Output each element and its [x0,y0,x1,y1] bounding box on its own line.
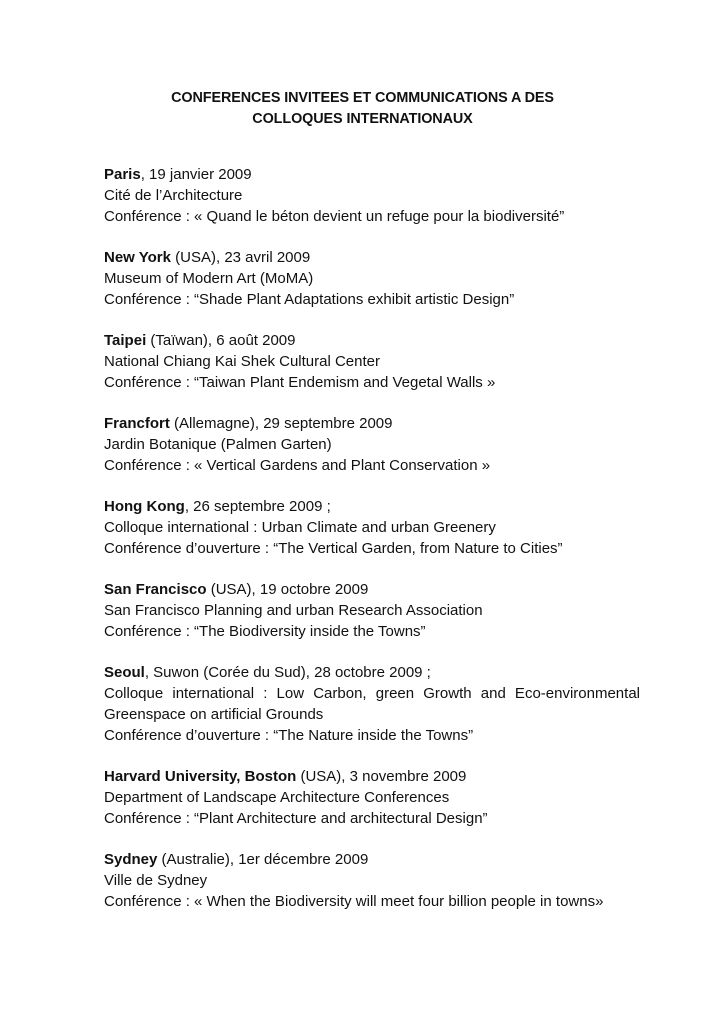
entry-venue: Jardin Botanique (Palmen Garten) [104,436,332,453]
entry-date: (USA), 23 avril 2009 [170,249,311,266]
entry-heading [104,662,640,683]
entry-heading [104,766,640,787]
entry-heading [104,579,640,600]
conference-entry-taipei [104,330,640,393]
entry-heading [104,413,640,434]
entry-date: , Suwon (Corée du Sud), 28 octobre 2009 ; [144,664,431,681]
entry-venue: Ville de Sydney [104,872,208,889]
entry-date: (USA), 19 octobre 2009 [206,581,369,598]
entry-date: (Taïwan), 6 août 2009 [146,332,296,349]
conference-entry-harvard-boston [104,766,640,829]
entry-venue: National Chiang Kai Shek Cultural Center [104,353,380,370]
entry-date: (Allemagne), 29 septembre 2009 [169,415,393,432]
entry-heading [104,849,640,870]
entry-city: Harvard University, Boston [104,768,297,785]
entry-talk: Conférence : “Shade Plant Adaptations exhibit artistic Design” [104,291,515,308]
entry-talk: Conférence d’ouverture : “The Vertical Garden, from Nature to Cities” [104,540,563,557]
page-title-line-1: CONFERENCES INVITEES ET COMMUNICATIONS A DES [171,90,554,106]
conference-entry-new-york [104,247,640,310]
entry-date: (USA), 3 novembre 2009 [296,768,467,785]
entry-heading [104,496,640,517]
entry-venue-line-1: Colloque international : Low Carbon, green Growth and Eco-environmental [104,685,640,702]
conference-entry-san-francisco [104,579,640,642]
entry-talk: Conférence : “The Biodiversity inside the Towns” [104,623,426,640]
conference-entry-sydney [104,849,640,912]
conference-entry-hong-kong [104,496,640,559]
entry-city: Taipei [104,332,147,349]
entry-date: , 19 janvier 2009 [140,166,252,183]
entry-venue: Museum of Modern Art (MoMA) [104,270,314,287]
entry-heading [104,330,640,351]
entry-venue: Cité de l’Architecture [104,187,243,204]
entry-city: Seoul [104,664,145,681]
entry-talk: Conférence : “Plant Architecture and architectural Design” [104,810,488,827]
entry-talk: Conférence : « Quand le béton devient un refuge pour la biodiversité” [104,208,565,225]
entry-date: (Australie), 1er décembre 2009 [157,851,369,868]
page-title [0,88,725,130]
entry-city: Hong Kong [104,498,185,515]
entry-talk: Conférence d’ouverture : “The Nature inside the Towns” [104,727,474,744]
entry-venue: San Francisco Planning and urban Research Association [104,602,483,619]
entry-city: San Francisco [104,581,207,598]
entry-city: Sydney [104,851,158,868]
entry-talk: Conférence : “Taiwan Plant Endemism and Vegetal Walls » [104,374,496,391]
entry-city: New York [104,249,171,266]
conference-list [104,164,640,932]
entry-date: , 26 septembre 2009 ; [184,498,331,515]
entry-heading [104,247,640,268]
page-title-line-2: COLLOQUES INTERNATIONAUX [252,111,473,127]
entry-venue-line-2: Greenspace on artificial Grounds [104,706,324,723]
conference-entry-paris [104,164,640,227]
entry-city: Paris [104,166,141,183]
entry-venue: Department of Landscape Architecture Conferences [104,789,450,806]
entry-talk: Conférence : « When the Biodiversity will meet four billion people in towns» [104,893,604,910]
entry-heading [104,164,640,185]
conference-entry-francfort [104,413,640,476]
entry-venue: Colloque international : Urban Climate and urban Greenery [104,519,496,536]
entry-talk: Conférence : « Vertical Gardens and Plant Conservation » [104,457,491,474]
conference-entry-seoul [104,662,640,746]
entry-city: Francfort [104,415,170,432]
